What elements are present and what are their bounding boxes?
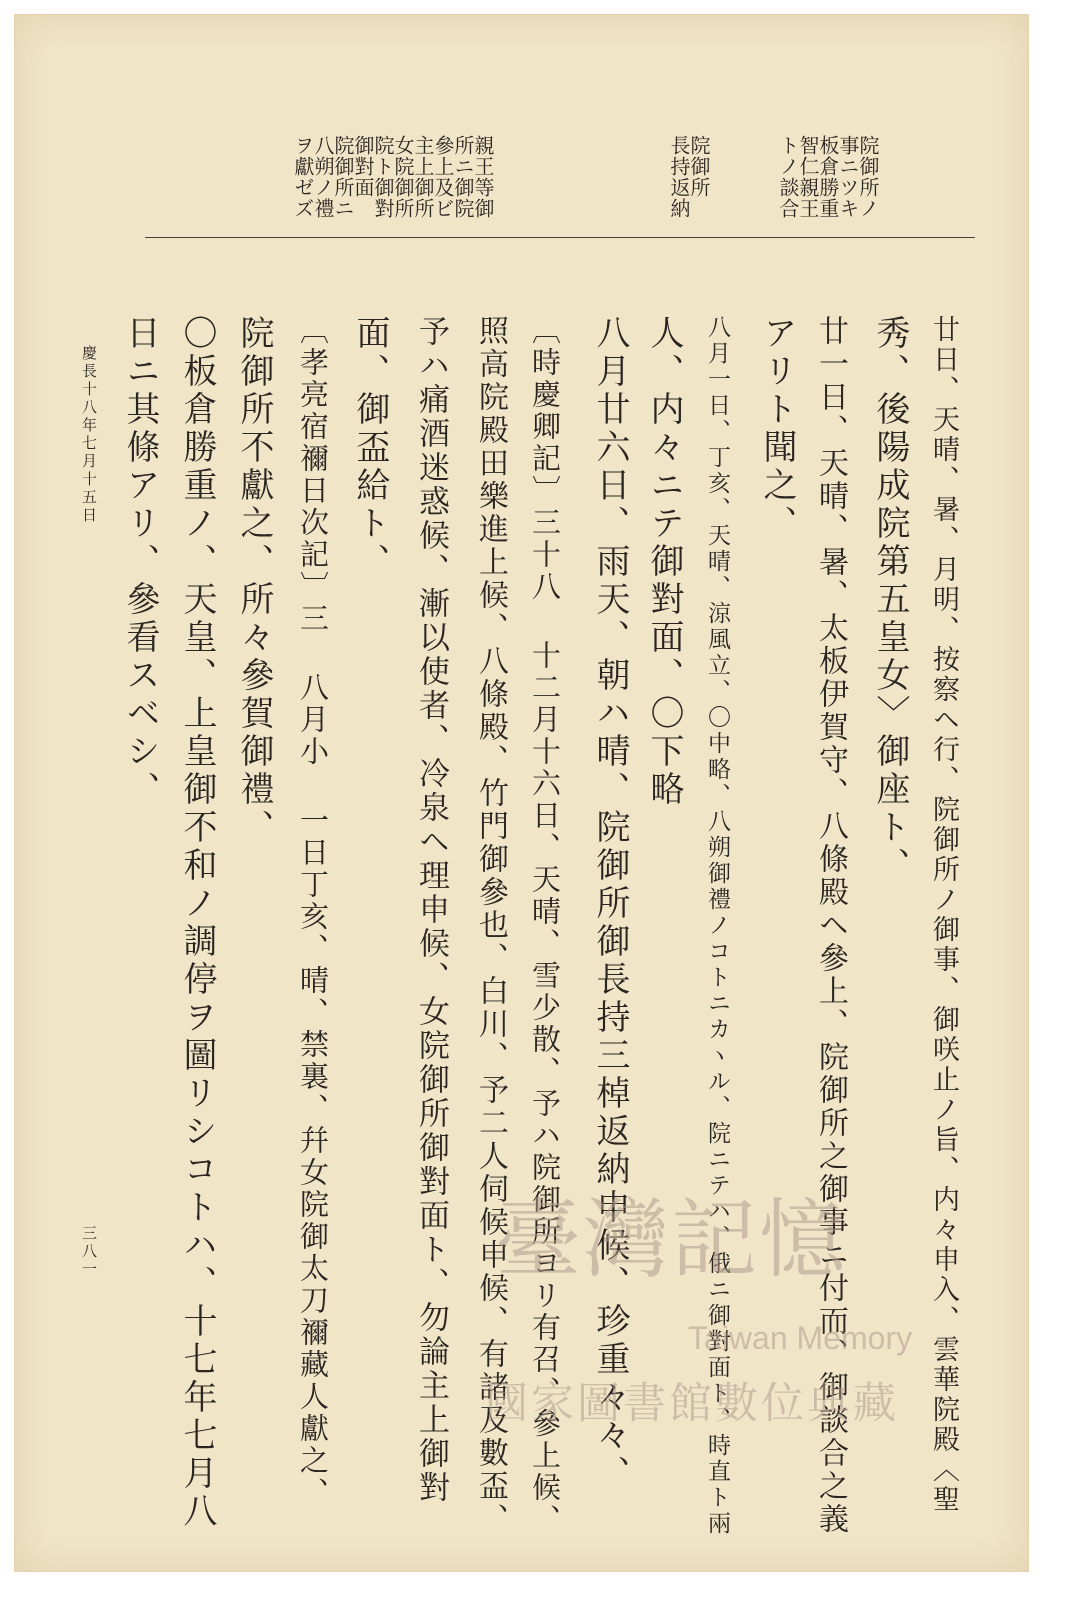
watermark-subtitle: 國家圖書館數位典藏 [485, 1379, 899, 1429]
margin-note-line: 主上御所 [411, 135, 435, 219]
body-column: 廿日、天晴、暑、月明、按察ヘ行、院御所ノ御事、御咲止ノ旨、内々申入、雲華院殿〈聖 [928, 315, 959, 1515]
margin-note-line: 女院御所 [391, 135, 415, 219]
body-column: 院御所不獻之、所々參賀御禮、 [234, 315, 274, 847]
body-column: 照高院殿田樂進上候、八條殿、竹門御參也、白川、予二人伺候申候、有諸及數盃、 [473, 315, 508, 1536]
body-column: 人、内々ニテ御對面、〇下略 [644, 315, 684, 809]
margin-note-line: 事ニツキ [836, 135, 860, 219]
margin-note-line: 親王等御 [471, 135, 495, 219]
margin-note-line: 御對面 [351, 135, 375, 198]
margin-note-line: 院御所ノ [856, 135, 880, 219]
body-column: 〔孝亮宿禰日次記〕三 八月小 一日丁亥、晴、禁裏、幷女院御太刀禰藏人獻之、 [296, 315, 330, 1509]
margin-note-line: 院御所ニ [331, 135, 355, 219]
body-column: 〇板倉勝重ノ、天皇、上皇御不和ノ調停ヲ圖リシコトハ、十七年七月八 [177, 315, 217, 1531]
body-column: アリト聞之、 [757, 315, 797, 543]
margin-note-line: 八朔ノ禮 [311, 135, 335, 219]
watermark-logo: 臺灣記憶 [495, 1190, 847, 1290]
page-number: 三八一 [80, 1225, 98, 1279]
margin-note-line: トノ談合 [776, 135, 800, 219]
margin-note-line: 院ト御對 [371, 135, 395, 219]
margin-note-line: 院御所 [687, 135, 711, 198]
body-column: 予ハ痛酒迷惑候、漸以使者、冷泉ヘ理申候、女院御所御對面ト、勿論主上御對 [413, 315, 449, 1505]
body-column: 日ニ其條アリ、參看スベシ、 [120, 315, 160, 809]
running-head: 慶長十八年七月十五日 [80, 345, 98, 525]
body-column: 〔時慶卿記〕三十八 十二月十六日、天晴、雪少散、予ハ院御所ヨリ有召、參上候、 [528, 315, 562, 1536]
body-column: 八月廿六日、雨天、朝ハ晴、院御所御長持三棹返納申候、珍重々々、 [590, 315, 630, 1493]
margin-note-line: 參上及ビ [431, 135, 455, 219]
body-column: 面、御盃給ト、 [350, 315, 390, 581]
body-column: 秀、後陽成院第五皇女〉御座ト、 [870, 315, 910, 885]
header-rule [145, 237, 975, 238]
margin-note-line: 智仁親王 [796, 135, 820, 219]
margin-note-line: ヲ獻ゼズ [291, 135, 315, 219]
body-column: 八月一日、丁亥、天晴、涼風立、〇中略、八朔御禮ノコトニカヽル、院ニテハ、俄ニ御對面ト、時直ト兩 [704, 315, 730, 1537]
body-column: 廿一日、天晴、暑、太板伊賀守、八條殿ヘ參上、院御所之御事ニ付而、御談合之義 [813, 315, 848, 1536]
margin-note-line: 長持返納 [667, 135, 691, 219]
margin-note-line: 板倉勝重 [816, 135, 840, 219]
watermark-english: Taiwan Memory [688, 1320, 913, 1356]
margin-note-line: 所ニ御院 [451, 135, 475, 219]
